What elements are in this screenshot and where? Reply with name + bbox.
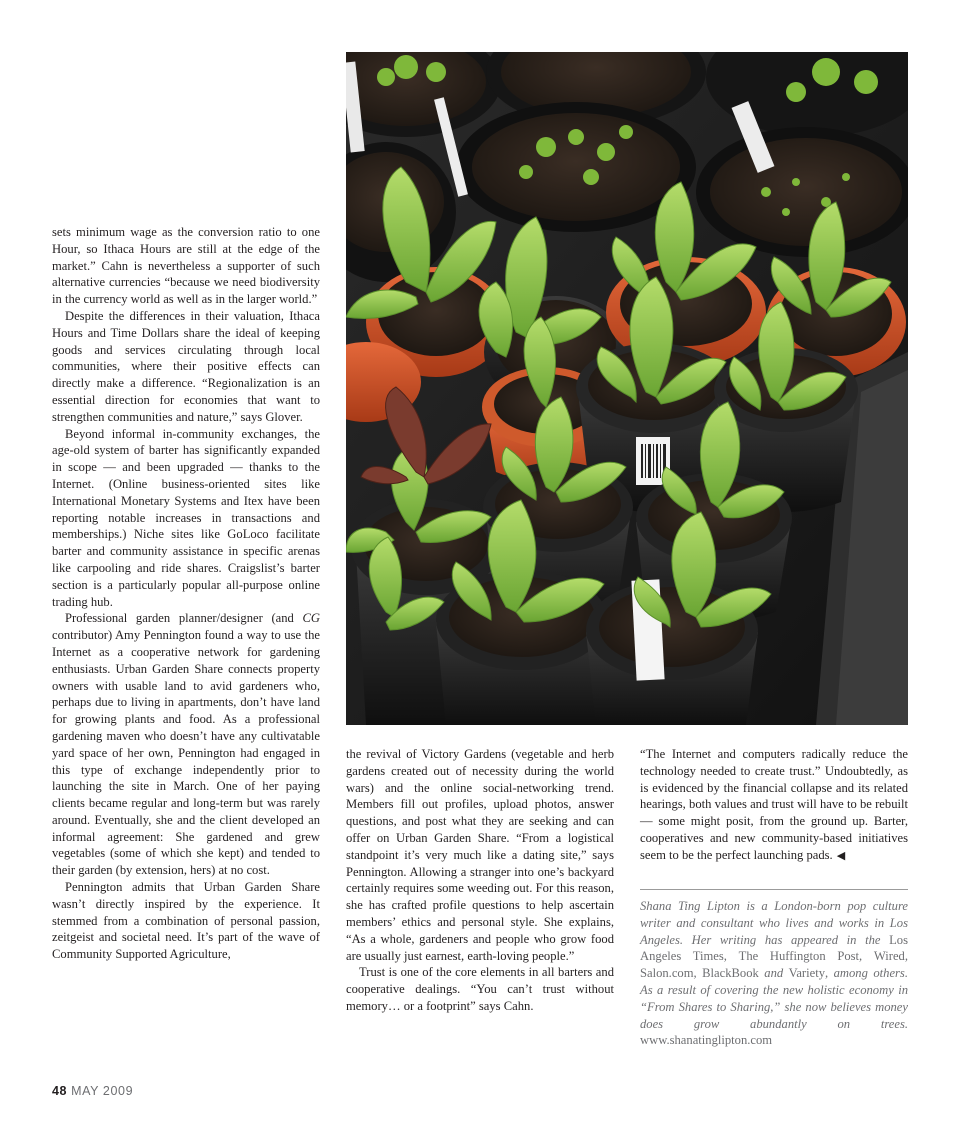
- article-column-3: [640, 746, 908, 865]
- bio-separator: ,: [904, 949, 908, 964]
- paragraph-text: Professional garden planner/designer (and: [65, 611, 303, 626]
- bio-text-1: Shana Ting Lipton is a London-born pop culture writer and consultant who lives and works in Los Angeles. Her writing has appeared in the: [640, 899, 908, 947]
- article-paragraph: [52, 610, 320, 879]
- article-paragraph: Despite the differences in their valuation, Ithaca Hours and Time Dollars share the ideal of keeping goods and services circulating through local communities, where their positive effects can directly make a difference. “Regionalization is an essential direction for economies that want to strengthen communities and nature,” says Glover.: [52, 308, 320, 424]
- seedling-pots-photo: [346, 52, 908, 725]
- bio-pub-variety: Variety: [788, 966, 825, 981]
- article-paragraph: sets minimum wage as the conversion ratio to one Hour, so Ithaca Hours are still at the edge of the market.” Cahn is nevertheless a supporter of such alternative currencies “because we need biodiversity in the currency world as well as in the larger world.”: [52, 225, 320, 307]
- bio-pub-la-times: Los Angeles Times: [640, 932, 908, 964]
- article-paragraph: the revival of Victory Gardens (vegetable and herb gardens created out of necessity during the world wars) and the online social-networking trend. Members fill out profiles, upload photos, answer questions, and post what they are seeking and can offer on Urban Garden Share. “From a logistical standpoint it’s very much like a dating site,” says Pennington. Allowing a stranger into one’s backyard certainly requires some weeding out. For this reason, she has crafted profile questions to help ascertain members’ ethics and personal style. She explains, “As a whole, gardeners and people who grow food are usually just earnest, earth-loving people.”: [346, 747, 614, 963]
- paragraph-text: contributor) Amy Pennington found a way to use the Internet as a cooperative network for gardening enthusiasts. Urban Garden Share connects property owners with usable land to avid gardeners who, perhaps due to living in apartments, don’t have land for growing plants and food. As a professional gardening maven who doesn’t have any cultivatable yard space of her own, Pennington had engaged in this type of exchange independently prior to launching the site in March. One of her paying clients became regular and long-term but was rarely around. Eventually, she and the client developed an informal agreement: She gardened and grew vegetables (some of which she kept) and tended to their garden (by extension, hers) at no cost.: [52, 628, 320, 878]
- bio-divider: [640, 889, 908, 890]
- article-paragraph: Pennington admits that Urban Garden Share wasn’t directly inspired by the experience. It stemmed from a combination of personal passion, zeitgeist and societal need. It’s part of the wave of Community Supported Agriculture,: [52, 880, 320, 962]
- article-column-1: [52, 224, 320, 963]
- article-paragraph: Trust is one of the core elements in all barters and cooperative dealings. “You can’t trust without memory… or a footprint” says Cahn.: [346, 965, 614, 1013]
- article-paragraph: Beyond informal in-community exchanges, the age-old system of barter has significantly expanded in scope — and been upgraded — thanks to the Internet. (Online business-oriented sites like International Monetary Systems and Itex have been reporting notable increases in transactions and memberships.) Niche sites like GoLoco facilitate barter and community assistance in specific arenas like carpooling and ride shares. Craigslist’s barter section is a particularly popular all-purpose online trading hub.: [52, 426, 320, 609]
- end-of-article-icon: ◀: [836, 849, 846, 862]
- author-bio: [640, 898, 908, 1049]
- bio-website-link[interactable]: www.shanatinglipton.com: [640, 1033, 773, 1048]
- page-number: 48: [52, 1084, 68, 1098]
- bio-text-2: , among others. As a result of covering the new holistic economy in “From Shares to Sharing,” she now believes money does grow abundantly on trees.: [640, 966, 908, 1031]
- article-column-2: [346, 746, 614, 1015]
- bio-pub-blackbook: BlackBook: [702, 966, 759, 981]
- article-paragraph: “The Internet and computers radically reduce the technology needed to create trust.” Undoubtedly, as is evidenced by the financial collapse and its related hearings, both values and trust will have to be rebuilt — some might posit, from the ground up. Barter, cooperatives and new community-based initiatives seem to be the perfect launching pads. ◀: [640, 746, 908, 865]
- bio-and: and: [758, 966, 789, 981]
- magazine-abbreviation: CG: [302, 611, 320, 626]
- bio-separator: ,: [859, 949, 874, 964]
- bio-separator: ,: [693, 966, 703, 981]
- bio-pub-salon: Salon.com: [640, 966, 694, 981]
- page-folio: [52, 1084, 133, 1098]
- issue-date: MAY 2009: [71, 1084, 134, 1098]
- bio-pub-huffington: The Huffington Post: [738, 949, 860, 964]
- bio-pub-wired: Wired: [873, 949, 905, 964]
- bio-separator: ,: [723, 949, 739, 964]
